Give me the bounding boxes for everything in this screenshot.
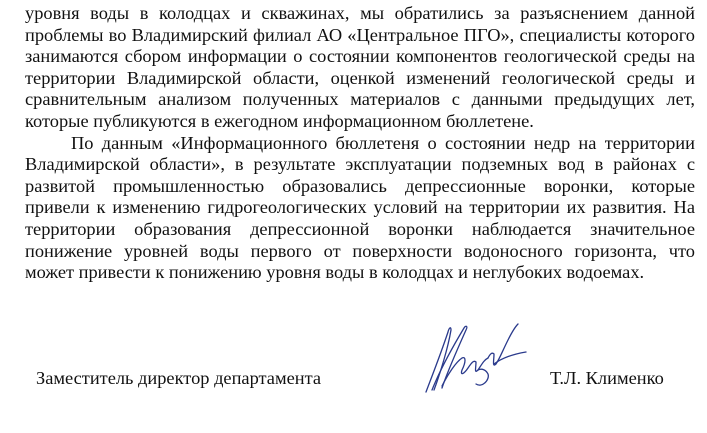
letter-body [25, 3, 695, 284]
signature-row [0, 368, 707, 392]
text-line: По данным «Информационного бюллетеня о состоянии недр на территории [71, 132, 695, 153]
text-line: понижение уровней воды первого от поверхности водоносного горизонта, что [25, 240, 695, 261]
text-line: развитой промышленностью образовались депрессионные воронки, которые [25, 175, 695, 196]
paragraph-1 [25, 3, 695, 133]
text-line: сравнительным анализом полученных материалов с данными предыдущих лет, [25, 89, 695, 110]
text-line: которые публикуются в ежегодном информационном бюллетене. [25, 110, 534, 131]
signer-title: Заместитель директор департамента [36, 368, 322, 388]
signer-name: Т.Л. Клименко [550, 368, 664, 388]
text-line: занимаются сбором информации о состоянии компонентов геологической среды на [25, 46, 695, 67]
text-line: территории Владимирской области, оценкой изменений геологической среды и [25, 67, 695, 88]
text-line: уровня воды в колодцах и скважинах, мы обратились за разъяснением данной [25, 3, 695, 23]
text-line: проблемы во Владимирский филиал АО «Центральное ПГО», специалисты которого [25, 24, 695, 45]
text-line: Владимирской области», в результате эксплуатации подземных вод в районах с [25, 154, 695, 175]
text-line: может привести к понижению уровня воды в колодцах и неглубоких водоемах. [25, 262, 645, 283]
text-line: привели к изменению гидрогеологических условий на территории их развития. На [25, 197, 695, 218]
paragraph-2 [25, 133, 695, 284]
text-line: территории образования депрессионной воронки наблюдается значительное [25, 218, 695, 239]
